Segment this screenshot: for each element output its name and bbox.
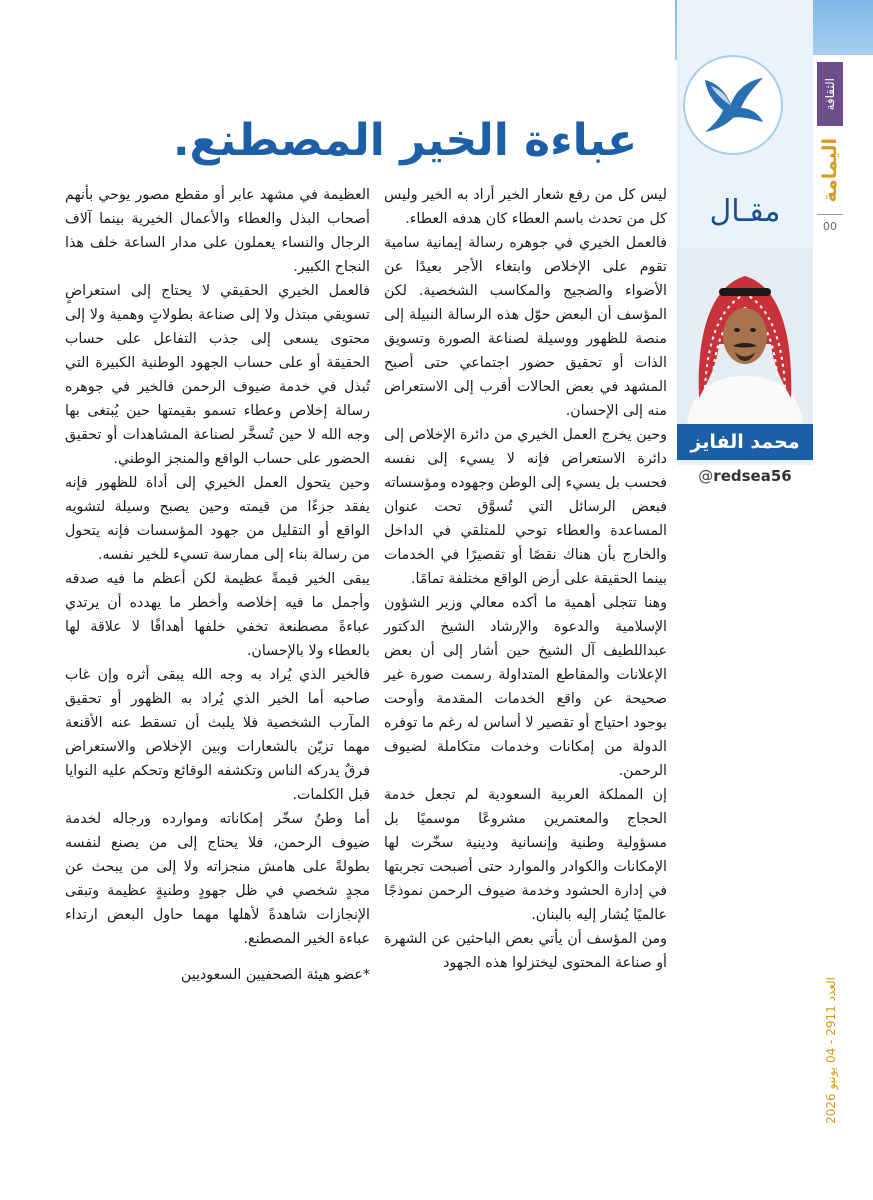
paragraph: العظيمة في مشهد عابر أو مقطع مصور يوحي بأنهم أصحاب البذل والعطاء والأعمال الخيرية بينما آلاف الرجال والنساء يعملون على مدار الساعة خلف هذا النجاح الكبير.: [65, 187, 370, 275]
top-white-area: [0, 0, 675, 60]
handle-prefix: @: [698, 467, 714, 485]
author-photo: [677, 248, 813, 424]
issue-line: [814, 950, 848, 1150]
paragraph: أما وطنٌ سخّر إمكاناته وموارده ورجاله لخدمة ضيوف الرحمن، فلا يحتاج إلى من يصنع لنفسه بطولةً على هامش منجزاته ولا إلى من يبحث عن مجدٍ شخصي في ظل جهودٍ وطنيةٍ عظيمة وتبقى الإنجازات شاهدةً لأهلها مهما حاول البعض ارتداء عباءة الخير المصطنع.: [65, 811, 370, 947]
paragraph: وحين يخرج العمل الخيري من دائرة الإخلاص إلى دائرة الاستعراض فإنه لا يسيء إلى نفسه فحسب بل يسيء إلى الوطن وجهوده ومؤسساته فبعض الرسائل التي تُسوَّق تحت عنوان المساعدة والعطاء توحي للمتلقي في الداخل والخارج بأن هناك نقصًا أو تقصيرًا في الخدمات بينما الحقيقة على أرض الواقع مختلفة تمامًا.: [384, 427, 667, 587]
paragraph: وحين يتحول العمل الخيري إلى أداة للظهور فإنه يفقد جزءًا من قيمته وحين يصبح وسيلة لتشويه الواقع أو التقليل من جهود المؤسسات فإنه يتحول من رسالة بناء إلى ممارسة تسيء للخير نفسه.: [65, 475, 370, 563]
section-tab: [817, 62, 843, 126]
paragraph: وهنا تتجلى أهمية ما أكده معالي وزير الشؤون الإسلامية والدعوة والإرشاد الشيخ الدكتور عبداللطيف آل الشيخ حين أشار إلى أن بعض الإعلانات والمقاطع المتداولة رسمت صورة غير صحيحة عن واقع الخدمات المقدمة وأوحت بوجود احتياج أو تقصير لا أساس له رغم ما توفره الدولة من إمكانات وخدمات متكاملة لضيوف الرحمن.: [384, 595, 667, 779]
dove-emblem-icon: [683, 55, 783, 155]
paragraph: ومن المؤسف أن يأتي بعض الباحثين عن الشهرة أو صناعة المحتوى ليختزلوا هذه الجهود: [384, 931, 667, 971]
article-type-label: مقـال: [709, 194, 781, 229]
article-column-left: [65, 183, 370, 987]
page-number: 00: [817, 214, 843, 238]
magazine-name: اليمامة: [819, 137, 841, 203]
twitter-handle[interactable]: [677, 467, 813, 485]
paragraph: فالعمل الخيري الحقيقي لا يحتاج إلى استعراضٍ تسويقي مبتذل ولا إلى صناعة بطولاتٍ وهمية ولا إلى محتوى يسعى إلى جذب التفاعل على حساب الحقيقة أو على حساب الجهود الوطنية الكبيرة التي تُبذل في خدمة ضيوف الرحمن فالخير في جوهره رسالة إخلاص وعطاء تسمو بقيمتها حين يُبتغى بها وجه الله لا حين تُسخَّر لصناعة المشاهدات أو تحقيق الحضور على حساب الواقع والمنجز الوطني.: [65, 283, 370, 467]
paragraph: فالعمل الخيري في جوهره رسالة إيمانية سامية تقوم على الإخلاص وابتغاء الأجر بعيدًا عن الأضواء والضجيج والمكاسب الشخصية. لكن المؤسف أن البعض حوّل هذه الرسالة النبيلة إلى منصة للظهور ووسيلة لصناعة الصورة وتسويق الذات أو تحقيق حضور اجتماعي حتى أصبح المشهد في بعض الحالات أقرب إلى الاستعراض منه إلى الإحسان.: [384, 235, 667, 419]
section-label: الثقافة: [823, 77, 837, 111]
paragraph: إن المملكة العربية السعودية لم تجعل خدمة الحجاج والمعتمرين مشروعًا موسميًا بل مسؤولية وطنية وإنسانية ودينية سخّرت لها الإمكانات والكوادر والموارد حتى أصبحت تجربتها في إدارة الحشود وخدمة ضيوف الرحمن نموذجًا عالميًا يُشار إليه بالبنان.: [384, 787, 667, 923]
paragraph: يبقى الخير قيمةً عظيمة لكن أعظم ما فيه صدقه وأجمل ما فيه إخلاصه وأخطر ما يهدده أن يرتدي عباءةً مصطنعة تخفي خلفها أهدافًا لا علاقة لها بالعطاء ولا بالإحسان.: [65, 571, 370, 659]
issue-text: العدد 2911 - 04 يونيو 2026: [824, 976, 838, 1124]
article-title: عباءة الخير المصطنع.: [172, 115, 638, 166]
magazine-logo: [817, 134, 843, 206]
paragraph: ليس كل من رفع شعار الخير أراد به الخير وليس كل من تحدث باسم العطاء كان هدفه العطاء.: [384, 187, 667, 227]
article-column-right: [384, 183, 667, 975]
author-signature: *عضو هيئة الصحفيين السعوديين: [180, 967, 370, 983]
handle-user: redsea56: [713, 467, 792, 485]
paragraph: فالخير الذي يُراد به وجه الله يبقى أثره وإن غاب صاحبه أما الخير الذي يُراد به الظهور أو تحقيق المآرب الشخصية فلا يلبث أن تسقط عنه الأقنعة مهما تزيّن بالشعارات وبين الإخلاص والاستعراض فرقٌ يدركه الناس وتكشفه الوقائع وتحكم عليه النوايا قبل الكلمات.: [65, 667, 370, 803]
author-name: محمد الفايز: [677, 424, 813, 460]
